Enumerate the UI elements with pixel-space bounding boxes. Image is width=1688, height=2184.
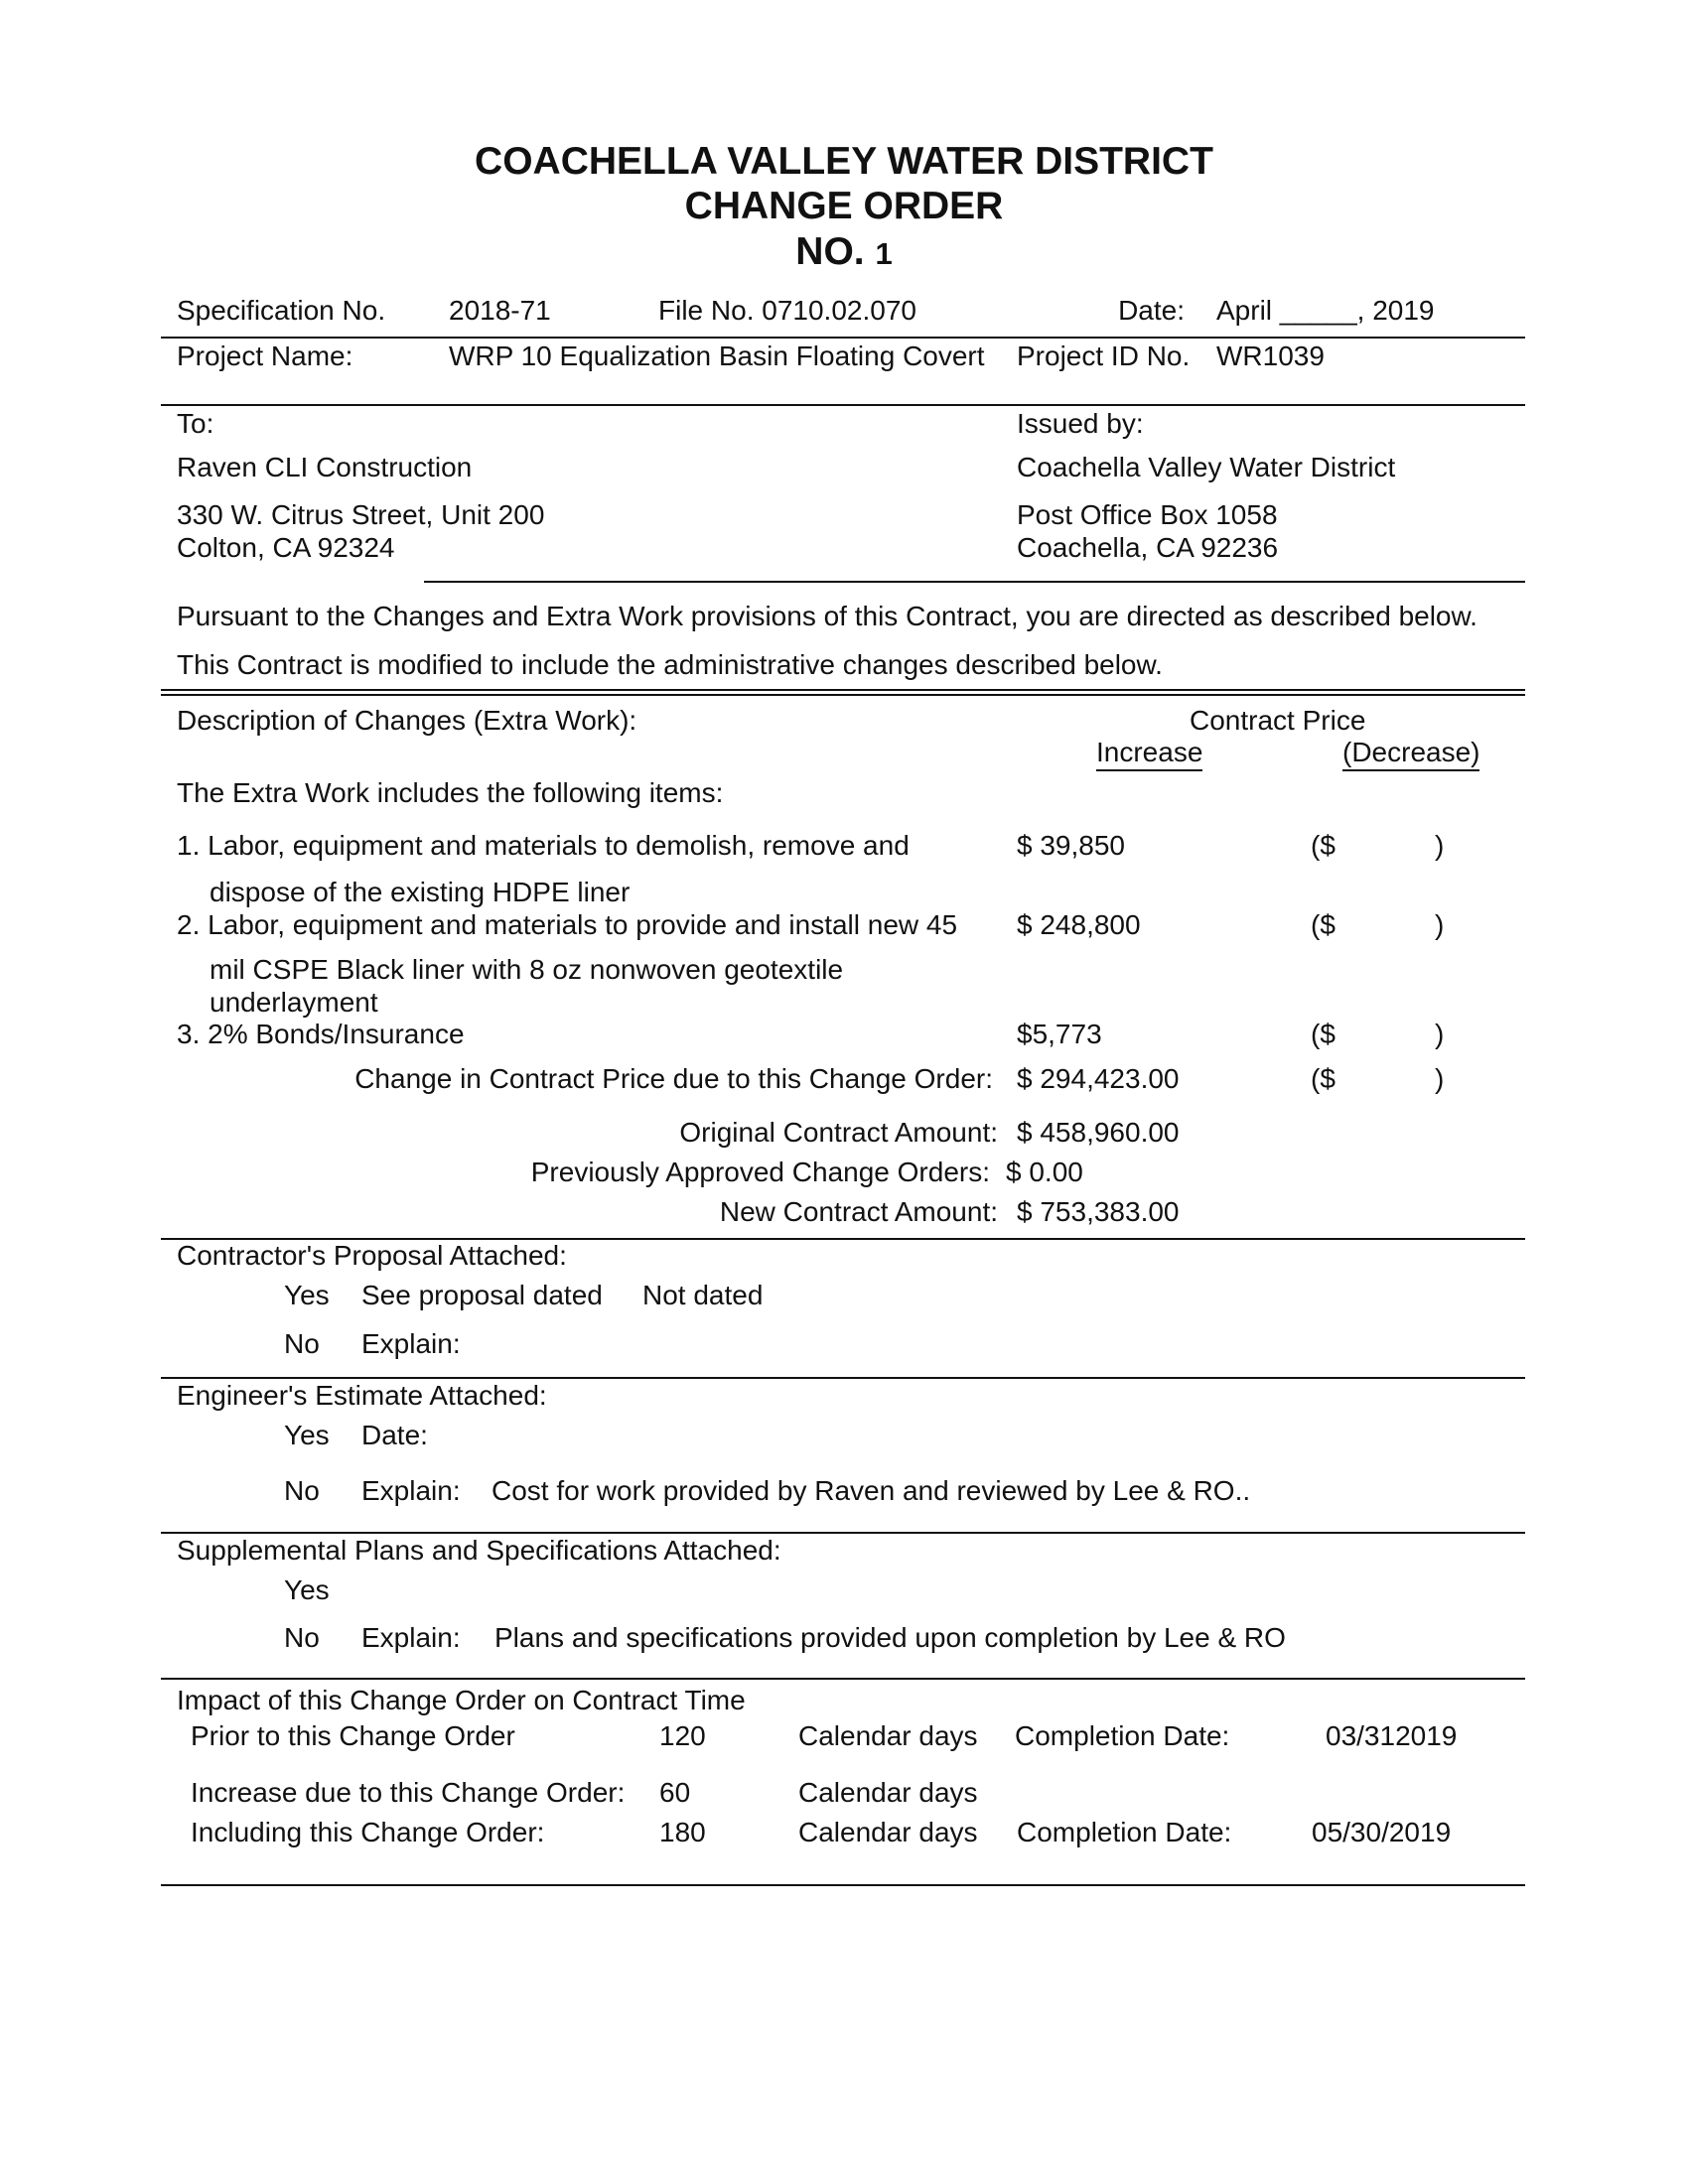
project-name-label: Project Name: (177, 341, 353, 371)
supplemental-no: No (284, 1622, 320, 1653)
previous-change-orders-value: $ 0.00 (1006, 1157, 1083, 1187)
time-bottom-divider (161, 1884, 1525, 1886)
spec-label: Specification No. (177, 295, 386, 326)
new-amount-value: $ 753,383.00 (1017, 1196, 1180, 1227)
time-including-completion-label: Completion Date: (1017, 1817, 1232, 1847)
issued-address-line-1: Post Office Box 1058 (1017, 499, 1278, 530)
time-increase-days: 60 (659, 1777, 691, 1808)
time-including-calendar-days: Calendar days (798, 1817, 978, 1847)
original-amount-label: Original Contract Amount: (679, 1117, 998, 1148)
time-including-days: 180 (659, 1817, 706, 1847)
decrease-column-header: (Decrease) (1342, 739, 1479, 771)
time-heading: Impact of this Change Order on Contract Time (177, 1685, 746, 1715)
proposal-explain-label: Explain: (361, 1328, 461, 1359)
time-prior-completion-date: 03/312019 (1326, 1720, 1458, 1751)
time-prior-calendar-days: Calendar days (798, 1720, 978, 1751)
file-label: File No. (658, 295, 755, 326)
description-label: Description of Changes (Extra Work): (177, 705, 637, 736)
document-title: CHANGE ORDER (684, 185, 1004, 227)
proposal-yes: Yes (284, 1280, 330, 1310)
item-3-line-1: 3. 2% Bonds/Insurance (177, 1019, 465, 1049)
item-2-decrease-close: ) (1435, 909, 1445, 940)
double-rule-top (161, 689, 1525, 691)
proposal-see-dated-label: See proposal dated (361, 1280, 603, 1310)
estimate-yes: Yes (284, 1420, 330, 1450)
proposal-divider (161, 1377, 1525, 1379)
change-order-number (0, 232, 1688, 271)
issued-address-line-2: Coachella, CA 92236 (1017, 532, 1279, 563)
supplemental-heading: Supplemental Plans and Specifications Attached: (177, 1535, 781, 1566)
district-title: COACHELLA VALLEY WATER DISTRICT (475, 140, 1213, 183)
item-2-line-2: mil CSPE Black liner with 8 oz nonwoven geotextile (210, 954, 844, 985)
item-3-increase: $5,773 (1017, 1019, 1102, 1049)
meta-divider (161, 337, 1525, 339)
item-1-increase: $ 39,850 (1017, 830, 1125, 861)
previous-change-orders-label: Previously Approved Change Orders: (530, 1157, 990, 1187)
issued-by-label: Issued by: (1017, 408, 1144, 439)
item-1-decrease-open: ($ (1311, 830, 1336, 861)
new-amount-label: New Contract Amount: (719, 1196, 998, 1227)
time-increase-label: Increase due to this Change Order: (191, 1777, 626, 1808)
proposal-no: No (284, 1328, 320, 1359)
change-in-price-label: Change in Contract Price due to this Change Order: (354, 1063, 993, 1094)
to-label: To: (177, 408, 214, 439)
change-decrease-open: ($ (1311, 1063, 1336, 1094)
change-order-no-label: NO. (795, 230, 865, 273)
time-prior-label: Prior to this Change Order (191, 1720, 515, 1751)
time-including-label: Including this Change Order: (191, 1817, 545, 1847)
proposal-date-value: Not dated (642, 1280, 764, 1310)
project-divider (161, 404, 1525, 406)
estimate-explain-text: Cost for work provided by Raven and reviewed by Lee & RO.. (492, 1475, 1251, 1506)
project-id-label: Project ID No. (1017, 341, 1191, 371)
double-rule-bottom (161, 694, 1525, 696)
estimate-divider (161, 1532, 1525, 1534)
to-address-line-1: 330 W. Citrus Street, Unit 200 (177, 499, 545, 530)
spec-value: 2018-71 (449, 295, 551, 326)
item-1-decrease-close: ) (1435, 830, 1445, 861)
item-1-line-2: dispose of the existing HDPE liner (210, 877, 631, 907)
estimate-heading: Engineer's Estimate Attached: (177, 1380, 547, 1411)
change-order-no-value: 1 (875, 236, 893, 271)
to-name: Raven CLI Construction (177, 452, 473, 482)
estimate-explain-label: Explain: (361, 1475, 461, 1506)
time-including-completion-date: 05/30/2019 (1312, 1817, 1452, 1847)
supplemental-explain-label: Explain: (361, 1622, 461, 1653)
project-name-value: WRP 10 Equalization Basin Floating Covert (449, 341, 985, 371)
parties-divider (424, 581, 1525, 583)
intro-line-2: This Contract is modified to include the administrative changes described below. (177, 649, 1163, 680)
file-value: 0710.02.070 (762, 295, 916, 326)
project-id-value: WR1039 (1216, 341, 1325, 371)
contract-price-label: Contract Price (1190, 705, 1366, 736)
to-address-line-2: Colton, CA 92324 (177, 532, 395, 563)
intro-line-1: Pursuant to the Changes and Extra Work provisions of this Contract, you are directed as described below. (177, 601, 1477, 631)
item-3-decrease-close: ) (1435, 1019, 1445, 1049)
change-in-price-value: $ 294,423.00 (1017, 1063, 1180, 1094)
increase-column-header: Increase (1096, 739, 1202, 771)
item-3-decrease-open: ($ (1311, 1019, 1336, 1049)
supplemental-divider (161, 1678, 1525, 1680)
date-label: Date: (1118, 295, 1185, 326)
time-increase-calendar-days: Calendar days (798, 1777, 978, 1808)
issued-by-name: Coachella Valley Water District (1017, 452, 1396, 482)
proposal-heading: Contractor's Proposal Attached: (177, 1240, 567, 1271)
estimate-date-label: Date: (361, 1420, 428, 1450)
item-2-line-1: 2. Labor, equipment and materials to provide and install new 45 (177, 909, 958, 940)
item-2-decrease-open: ($ (1311, 909, 1336, 940)
change-decrease-close: ) (1435, 1063, 1445, 1094)
extra-work-intro: The Extra Work includes the following items: (177, 777, 724, 808)
supplemental-yes: Yes (284, 1574, 330, 1605)
estimate-no: No (284, 1475, 320, 1506)
supplemental-explain-text: Plans and specifications provided upon completion by Lee & RO (494, 1622, 1286, 1653)
time-prior-completion-label: Completion Date: (1015, 1720, 1230, 1751)
file-no (658, 297, 916, 325)
date-value: April _____, 2019 (1216, 295, 1435, 326)
original-amount-value: $ 458,960.00 (1017, 1117, 1180, 1148)
item-2-line-3: underlayment (210, 987, 378, 1018)
time-prior-days: 120 (659, 1720, 706, 1751)
item-1-line-1: 1. Labor, equipment and materials to demolish, remove and (177, 830, 910, 861)
item-2-increase: $ 248,800 (1017, 909, 1141, 940)
